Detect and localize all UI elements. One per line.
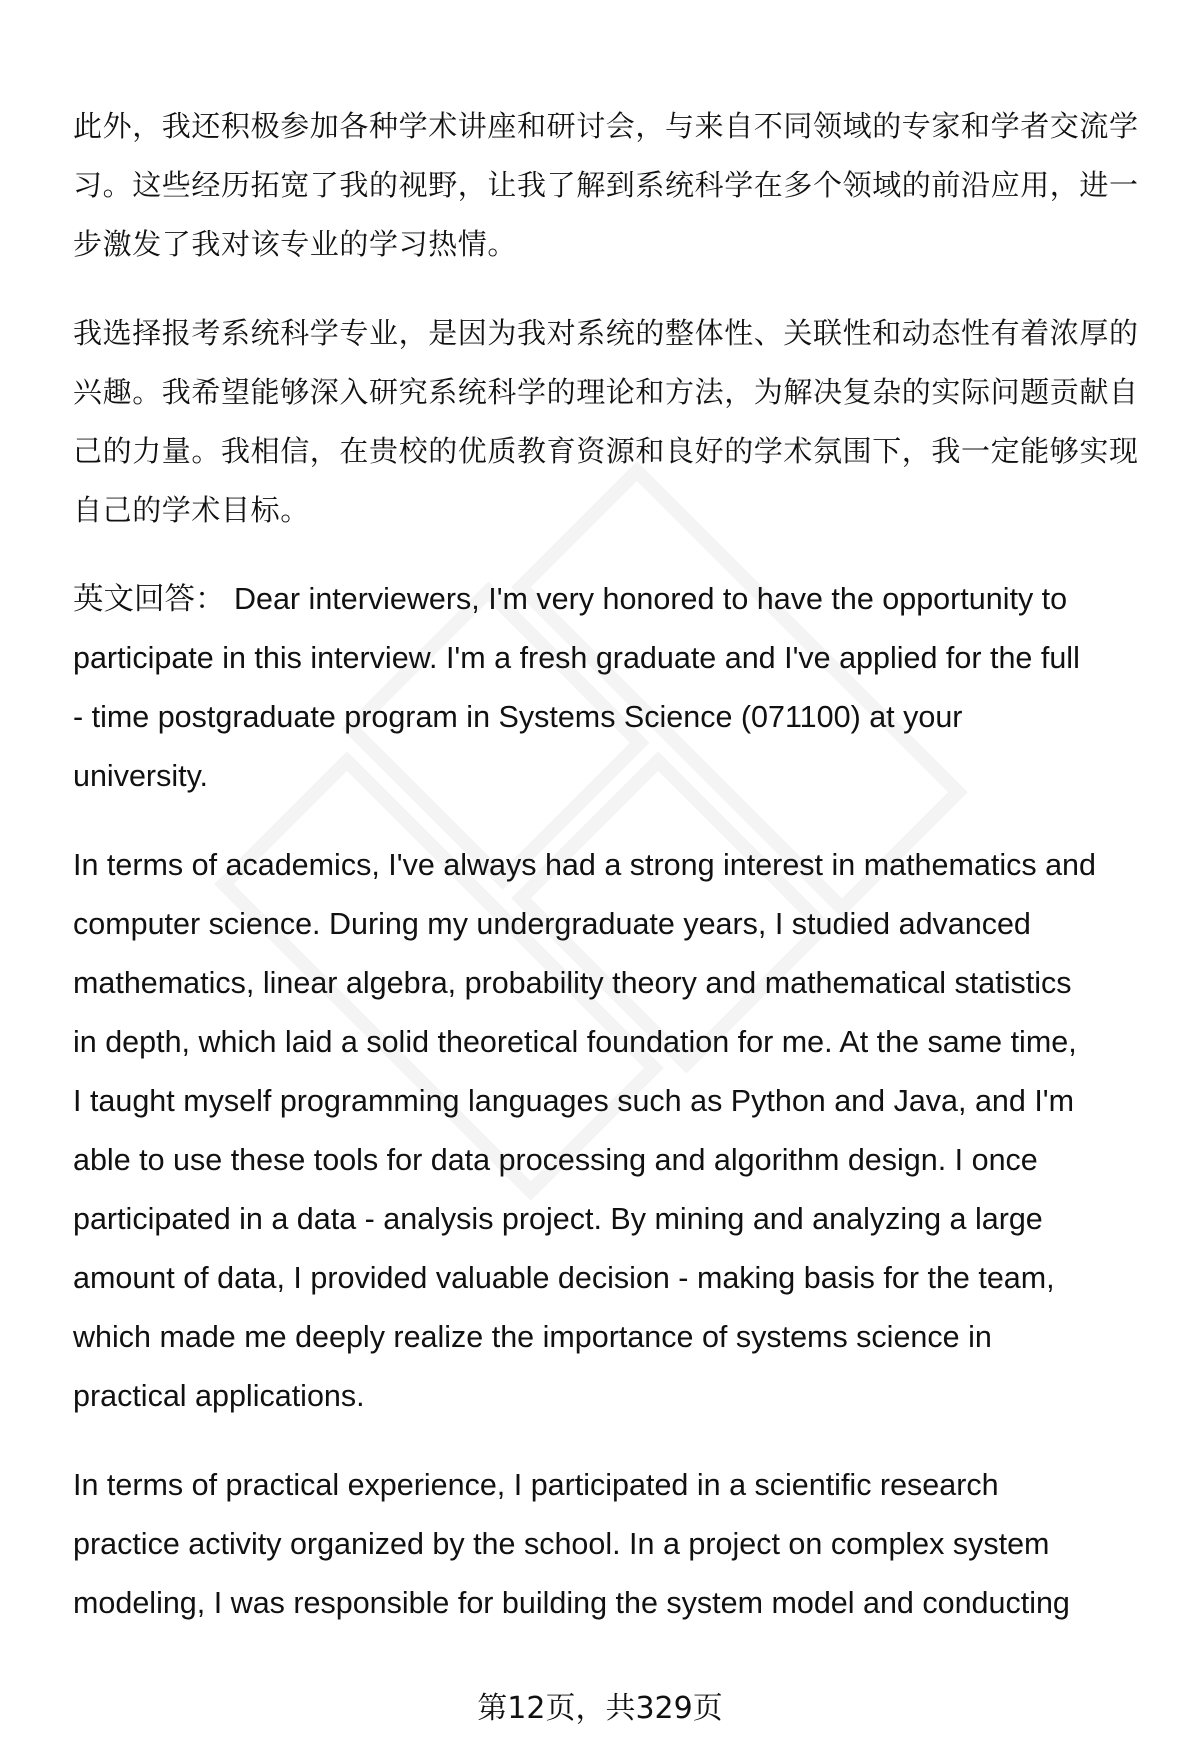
- text-line: in depth, which laid a solid theoretical foundation for me. At the same time,: [73, 1025, 1077, 1059]
- text-line: 此外，我还积极参加各种学术讲座和研讨会，与来自不同领域的专家和学者交流学: [73, 109, 1139, 143]
- text-line: participate in this interview. I'm a fresh graduate and I've applied for the full: [73, 641, 1080, 675]
- text-line: amount of data, I provided valuable decision - making basis for the team,: [73, 1261, 1055, 1295]
- text-line: - time postgraduate program in Systems Science (071100) at your: [73, 700, 963, 734]
- text-line: participated in a data - analysis project. By mining and analyzing a large: [73, 1202, 1043, 1236]
- paragraph: [73, 1456, 1163, 1633]
- text-line: 兴趣。我希望能够深入研究系统科学的理论和方法，为解决复杂的实际问题贡献自: [73, 375, 1139, 409]
- paragraph: [73, 836, 1163, 1426]
- paragraph: [73, 304, 1163, 540]
- text-line: which made me deeply realize the importance of systems science in: [73, 1320, 992, 1354]
- text-line: able to use these tools for data processing and algorithm design. I once: [73, 1143, 1038, 1177]
- text-line: university.: [73, 759, 209, 793]
- text-line: modeling, I was responsible for building the system model and conducting: [73, 1586, 1070, 1620]
- text-line: 习。这些经历拓宽了我的视野，让我了解到系统科学在多个领域的前沿应用，进一: [73, 168, 1139, 202]
- text-line: In terms of practical experience, I participated in a scientific research: [73, 1468, 999, 1502]
- text-line: 自己的学术目标。: [73, 493, 310, 527]
- text-line: 步激发了我对该专业的学习热情。: [73, 227, 518, 261]
- document-body: [73, 97, 1163, 1663]
- text-line: practice activity organized by the school. In a project on complex system: [73, 1527, 1050, 1561]
- text-line: In terms of academics, I've always had a strong interest in mathematics and: [73, 848, 1096, 882]
- text-line: practical applications.: [73, 1379, 365, 1413]
- page-number: 第12页，共329页: [477, 1691, 723, 1726]
- text-line: I taught myself programming languages such as Python and Java, and I'm: [73, 1084, 1075, 1118]
- text-line: computer science. During my undergraduate years, I studied advanced: [73, 907, 1031, 941]
- text-line: mathematics, linear algebra, probability theory and mathematical statistics: [73, 966, 1072, 1000]
- text-line: 我选择报考系统科学专业，是因为我对系统的整体性、关联性和动态性有着浓厚的: [73, 316, 1139, 350]
- paragraph: [73, 570, 1163, 806]
- text-line: 己的力量。我相信，在贵校的优质教育资源和良好的学术氛围下，我一定能够实现: [73, 434, 1139, 468]
- text-line: 英文回答： Dear interviewers, I'm very honored to have the opportunity to: [73, 582, 1068, 616]
- paragraph: [73, 97, 1163, 274]
